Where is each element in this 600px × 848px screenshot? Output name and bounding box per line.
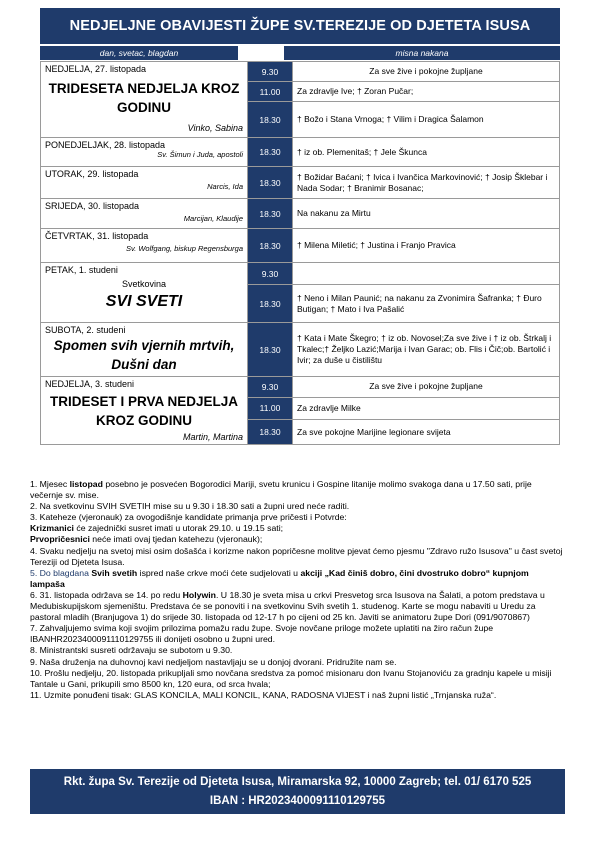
announcement-item — [30, 568, 565, 590]
day-date: PETAK, 1. studeni — [45, 265, 118, 275]
mass-time: 18.30 — [248, 199, 293, 229]
mass-time: 18.30 — [248, 229, 293, 263]
mass-time: 18.30 — [248, 138, 293, 167]
day-date: UTORAK, 29. listopada — [45, 169, 139, 179]
announcement-item: 7. Zahvaljujemo svima koji svojim prilozima pomažu radu župe. Svoje novčane priloge možete uplatiti na žiro račun župe IBANHR2023400091110129755 ili donijeti osobno u župni ured. — [30, 623, 494, 645]
day-title: TRIDESET I PRVA NEDJELJA — [49, 394, 239, 409]
day-cell — [41, 199, 248, 229]
mass-time: 11.00 — [248, 82, 293, 102]
day-date: SRIJEDA, 30. listopada — [45, 201, 140, 211]
announcement-item: 8. Ministrantski susreti održavaju se subotom u 9.30. — [30, 645, 233, 656]
day-date: NEDJELJA, 3. studeni — [45, 379, 135, 389]
announcement-item: 4. Svaku nedjelju na svetoj misi osim došašća i korizme nakon popričesne molitve pjevat ćemo pjesmu "Zdravo ružo Isusova" u čast svetoj Tereziji od Djeteta Isusa. — [30, 545, 563, 567]
mass-intent: † iz ob. Plemenitaš; † Jele Škunca — [293, 138, 560, 167]
table-row — [41, 138, 560, 167]
day-title: SVI SVETI — [105, 293, 183, 310]
mass-time: 9.30 — [248, 377, 293, 398]
note-text: 1. Mjesec — [30, 479, 70, 489]
note-text: ispred naše crkve moći ćete sudjelovati u — [137, 567, 301, 578]
table-row — [41, 263, 560, 285]
mass-time: 18.30 — [248, 167, 293, 199]
announcement-item: 9. Naša druženja na duhovnoj kavi nedjeljom nastavljaju se u donjoj dvorani. Pridružite nam se. — [30, 656, 397, 667]
mass-intent: Na nakanu za Mirtu — [293, 199, 560, 229]
mass-intent: Za zdravlje Ive; † Zoran Pučar; — [293, 82, 560, 102]
note-bold: Holywin — [182, 589, 216, 600]
mass-intent: † Božidar Baćani; † Ivica i Ivančica Markovinović; † Josip Šklebar i Nada Sodar; † Branimir Bosanac; — [293, 167, 560, 199]
table-row — [41, 199, 560, 229]
note-text: neće imati ovaj tjedan katehezu (vjeronauk); — [89, 534, 263, 545]
day-title: GODINU — [117, 100, 171, 115]
mass-intent: † Božo i Stana Vrnoga; † Vilim i Dragica Šalamon — [293, 102, 560, 138]
note-bold: listopad — [69, 479, 103, 489]
day-cell — [41, 62, 248, 138]
mass-intent: Za sve žive i pokojne župljane — [293, 62, 560, 82]
parish-footer — [30, 769, 565, 814]
mass-time: 18.30 — [248, 420, 293, 445]
note-bold: Prvopričesnici — [30, 534, 90, 545]
mass-time: 18.30 — [248, 102, 293, 138]
day-date: NEDJELJA, 27. listopada — [45, 64, 147, 74]
announcement-item: 2. Na svetkovinu SVIH SVETIH mise su u 9.30 i 18.30 sati a župni ured neće raditi. — [30, 501, 350, 512]
day-cell — [41, 323, 248, 377]
day-cell — [41, 377, 248, 445]
day-title: TRIDESETA NEDJELJA KROZ — [48, 81, 240, 96]
announcement-item — [30, 523, 565, 534]
announcement-item — [30, 479, 565, 501]
day-cell — [41, 167, 248, 199]
day-date: PONEDJELJAK, 28. listopada — [45, 140, 166, 150]
mass-time: 11.00 — [248, 397, 293, 420]
day-cell — [41, 138, 248, 167]
mass-intent: † Milena Miletić; † Justina i Franjo Pravica — [293, 229, 560, 263]
note-bold: Svih svetih — [91, 567, 138, 578]
note-text: posebno je posvećen Bogorodici Mariji, svetu krunicu i Gospine litanije molimo svakoga dana u 17.50 sati, prije večernje sv. mise. — [30, 479, 532, 501]
mass-intent — [293, 263, 560, 285]
day-saints: Martin, Martina — [182, 432, 243, 442]
mass-intent: Za zdravlje Milke — [293, 397, 560, 420]
note-text: 6. 31. listopada održava se 14. po redu — [30, 589, 183, 600]
header-day: dan, svetac, blagdan — [40, 46, 238, 60]
announcement-item — [30, 590, 565, 623]
day-saints: Sv. Wolfgang, biskup Regensburga — [125, 244, 243, 253]
day-title: Dušni dan — [111, 357, 177, 372]
table-row — [41, 167, 560, 199]
day-cell — [41, 263, 248, 323]
mass-intent: † Kata i Mate Škegro; † iz ob. Novosel;Za sve žive i † iz ob. Štrkalj i Tkalec;† Željko Lazić;Marija i Ivan Garac; ob. Flis i Čič;ob. Bartolić i Ivir; za duše u čistilištu — [293, 323, 560, 377]
day-saints: Sv. Šimun i Juda, apostoli — [157, 150, 243, 159]
table-row — [41, 377, 560, 398]
mass-intent: † Neno i Milan Paunić; na nakanu za Zvonimira Šafranka; † Đuro Butigan; † Mato i Iva Pašalić — [293, 285, 560, 323]
day-saints: Marcijan, Klaudije — [183, 214, 243, 223]
schedule-header — [40, 46, 560, 60]
note-text: će zajednički susret imati u utorak 29.10. u 19.15 sati; — [73, 523, 284, 534]
day-saints: Vinko, Sabina — [187, 123, 243, 133]
day-title: KROZ GODINU — [96, 413, 192, 428]
bulletin-page — [40, 8, 560, 445]
day-date: SUBOTA, 2. studeni — [45, 325, 126, 335]
day-cell — [41, 229, 248, 263]
note-text: . U 18.30 je sveta misa u crkvi Presvetog srca Isusova na Šalati, a potom predstava u Medubiskupijskom sjemeništu. Predstava će se ponoviti i na svetkovinu Svih svetih 1. studenog. Karte se mogu nabaviti u Uredu za pastoral mladih (Branjugova 1) do srijede 30. listopada od 12-17 h po cijeni od 25 kn. Javiti se animatoru župe Dori (091/9070867) — [30, 589, 545, 623]
table-row — [41, 62, 560, 82]
mass-schedule-table — [40, 61, 560, 445]
note-bold: Krizmanici — [30, 523, 74, 534]
note-text: 5. Do blagdana — [30, 567, 92, 578]
mass-time: 18.30 — [248, 323, 293, 377]
mass-intent: Za sve pokojne Marijine legionare svijeta — [293, 420, 560, 445]
day-feast-label: Svetkovina — [121, 279, 167, 289]
mass-time: 18.30 — [248, 285, 293, 323]
table-row — [41, 229, 560, 263]
footer-address: Rkt. župa Sv. Terezije od Djeteta Isusa, Miramarska 92, 10000 Zagreb; tel. 01/ 6170 525 — [63, 776, 532, 788]
header-gap — [238, 46, 284, 60]
mass-time: 9.30 — [248, 62, 293, 82]
announcement-item — [30, 534, 565, 545]
table-row — [41, 323, 560, 377]
announcement-item: 3. Kateheze (vjeronauk) za ovogodišnje kandidate primanja prve pričesti i Potvrde: — [30, 512, 347, 523]
announcement-item: 10. Prošlu nedjelju, 20. listopada prikupljali smo novčana sredstva za pomoć misionaru don Ivanu Stojanoviću za gradnju kapele u misiji Tantale u Gani, prikupili smo 8500 kn, 120 eura, od srca hvala; — [30, 667, 552, 689]
bulletin-title: NEDJELJNE OBAVIJESTI ŽUPE SV.TEREZIJE OD DJETETA ISUSA — [40, 8, 560, 44]
day-saints: Narcis, Ida — [207, 182, 243, 191]
announcements — [30, 479, 565, 701]
header-intent: misna nakana — [284, 46, 560, 60]
footer-iban: IBAN : HR2023400091110129755 — [209, 795, 386, 807]
day-title: Spomen svih vjernih mrtvih, — [53, 338, 235, 353]
note-bold: akciji „Kad činiš dobro, čini dvostruko dobro“ kupnjom lampaša — [30, 567, 529, 589]
announcement-item: 11. Uzmite ponuđeni tisak: GLAS KONCILA, MALI KONCIL, KANA, RADOSNA VIJEST i naš župni listić „Trnjanska ruža“. — [30, 689, 497, 700]
mass-intent: Za sve žive i pokojne župljane — [293, 377, 560, 398]
mass-time: 9.30 — [248, 263, 293, 285]
day-date: ČETVRTAK, 31. listopada — [45, 231, 149, 241]
